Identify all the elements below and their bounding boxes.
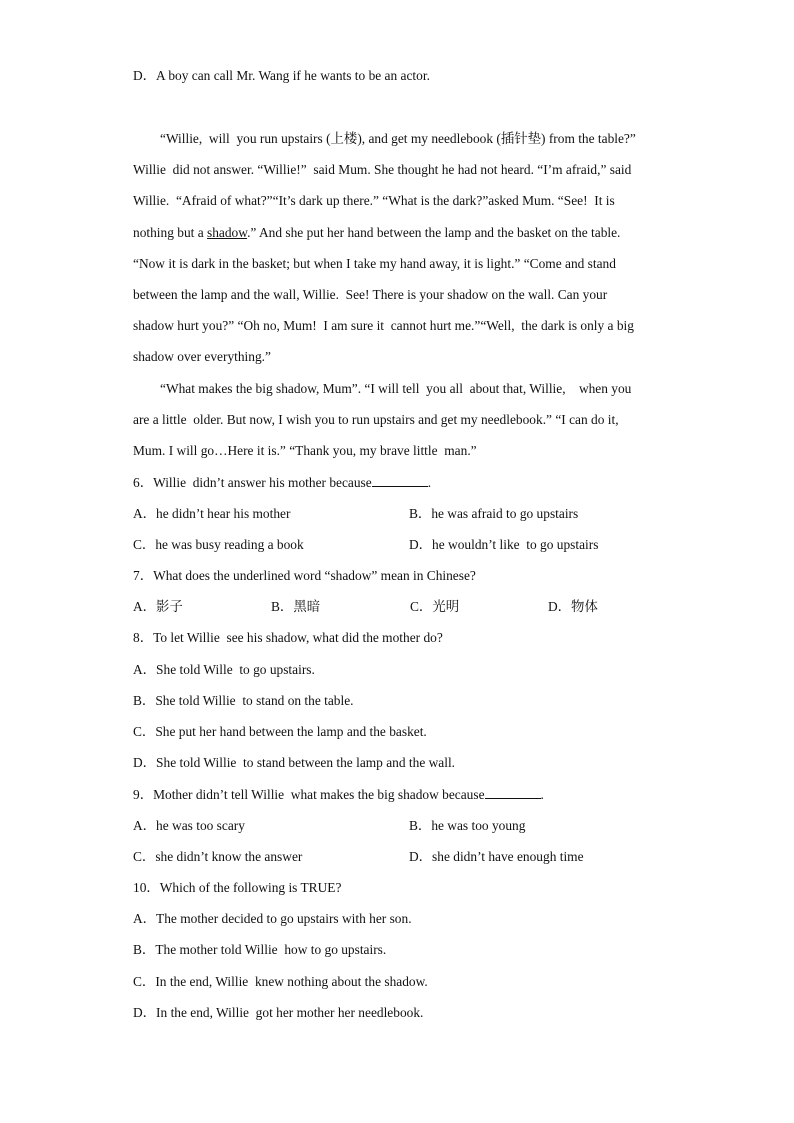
option-c: C．She put her hand between the lamp and the basket. (133, 724, 427, 739)
option-b: B．黑暗 (271, 599, 321, 614)
passage-line: “What makes the big shadow, Mum”. “I will tell you all about that, Willie, when you (160, 381, 632, 396)
option-b: B．he was too young (409, 818, 526, 833)
option-d: D．She told Willie to stand between the lamp and the wall. (133, 755, 456, 770)
option-b: B．he was afraid to go upstairs (409, 506, 579, 521)
question-end: . (427, 475, 432, 490)
option-d: D．In the end, Willie got her mother her needlebook. (133, 1005, 424, 1020)
passage-line: Willie did not answer. “Willie!” said Mum. She thought he had not heard. “I’m afraid,” said (133, 162, 632, 177)
answer-blank (485, 786, 541, 799)
option-c: C．In the end, Willie knew nothing about the shadow. (133, 974, 428, 989)
option-a: A．he was too scary (133, 818, 245, 833)
passage-line (133, 225, 620, 241)
option-a: A．The mother decided to go upstairs with her son. (133, 911, 412, 926)
question-stem: 10．Which of the following is TRUE? (133, 880, 342, 895)
passage-line: “Now it is dark in the basket; but when I take my hand away, it is light.” “Come and stand (133, 256, 616, 271)
option-c: C．光明 (410, 599, 460, 614)
option-c: C．he was busy reading a book (133, 537, 304, 552)
question-stem (133, 786, 544, 803)
answer-blank (372, 474, 428, 487)
question-stem (133, 474, 431, 491)
option-a: A．he didn’t hear his mother (133, 506, 291, 521)
passage-line: “Willie, will you run upstairs (上楼), and get my needlebook (插针垫) from the table?” (160, 131, 636, 146)
question-text: 6．Willie didn’t answer his mother because (133, 475, 372, 490)
passage-text: nothing but a (133, 225, 208, 240)
passage-line: shadow over everything.” (133, 349, 271, 364)
underlined-word-shadow: shadow (207, 225, 248, 240)
passage-line: between the lamp and the wall, Willie. See! There is your shadow on the wall. Can your (133, 287, 608, 302)
passage-line: are a little older. But now, I wish you to run upstairs and get my needlebook.” “I can do it, (133, 412, 619, 427)
option-d: D．he wouldn’t like to go upstairs (409, 537, 599, 552)
option-a: A．She told Wille to go upstairs. (133, 662, 315, 677)
previous-question-option-d: D．A boy can call Mr. Wang if he wants to be an actor. (133, 68, 430, 83)
passage-text: .” And she put her hand between the lamp and the basket on the table. (247, 225, 621, 240)
option-a: A．影子 (133, 599, 183, 614)
question-stem: 7．What does the underlined word “shadow” mean in Chinese? (133, 568, 476, 583)
question-end: . (540, 787, 544, 802)
passage-line: Willie. “Afraid of what?”“It’s dark up there.” “What is the dark?”asked Mum. “See! It is (133, 193, 615, 208)
option-d: D．she didn’t have enough time (409, 849, 584, 864)
option-d: D．物体 (548, 599, 598, 614)
question-text: 9．Mother didn’t tell Willie what makes the big shadow because (133, 787, 485, 802)
question-stem: 8．To let Willie see his shadow, what did the mother do? (133, 630, 443, 645)
option-c: C．she didn’t know the answer (133, 849, 303, 864)
passage-line: Mum. I will go…Here it is.” “Thank you, my brave little man.” (133, 443, 477, 458)
option-b: B．The mother told Willie how to go upstairs. (133, 942, 387, 957)
option-b: B．She told Willie to stand on the table. (133, 693, 354, 708)
passage-line: shadow hurt you?” “Oh no, Mum! I am sure it cannot hurt me.”“Well, the dark is only a big (133, 318, 634, 333)
